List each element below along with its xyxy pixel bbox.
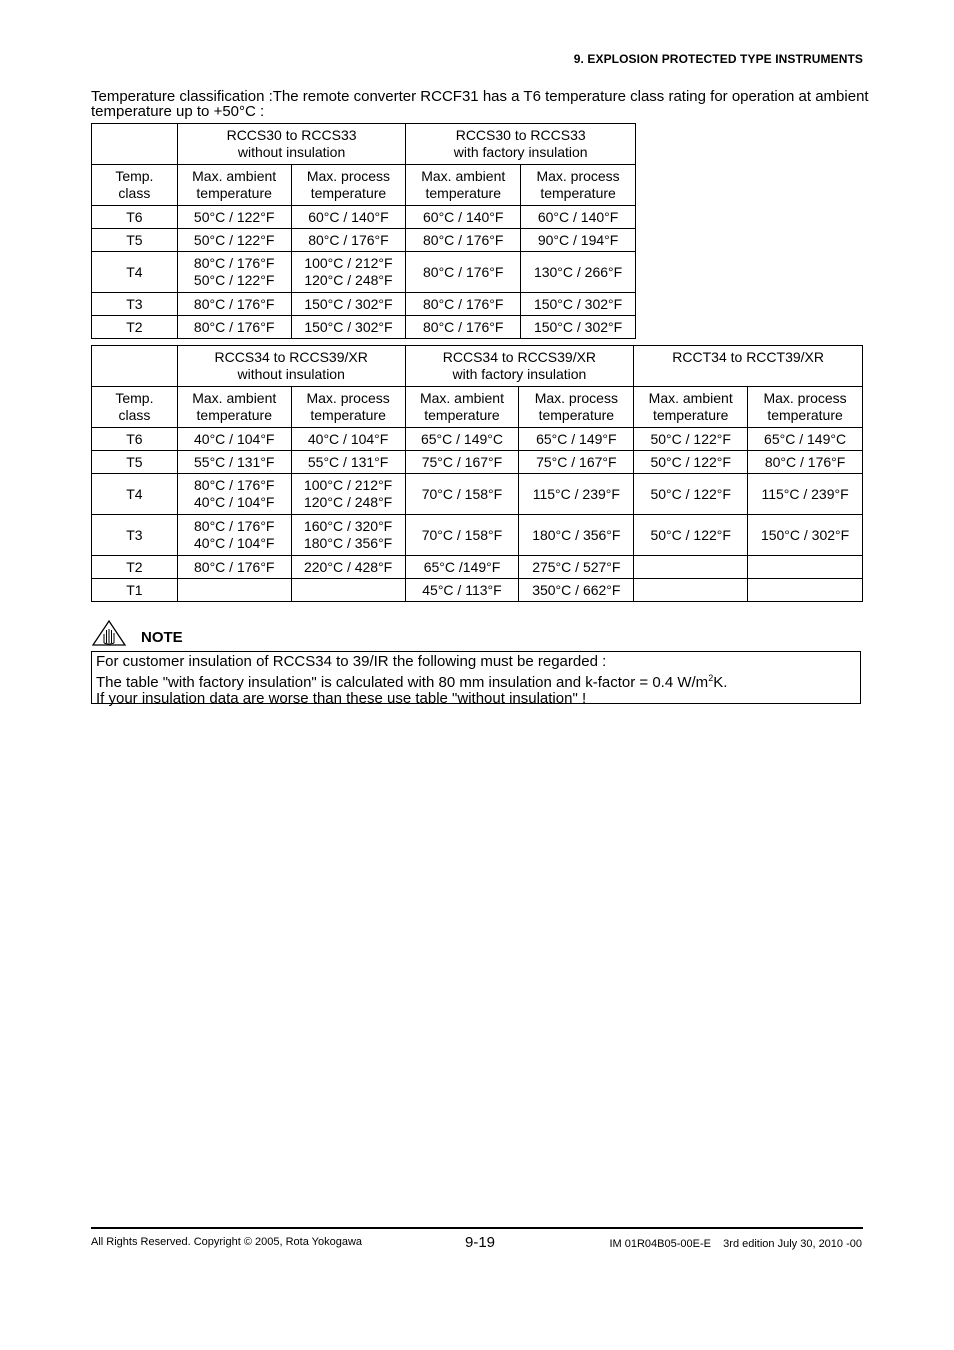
- hand-warning-icon: [91, 619, 127, 652]
- temperature-value: 50°C / 122°F: [193, 231, 275, 248]
- temperature-cell: [177, 229, 291, 252]
- table-row: [92, 252, 636, 293]
- temp-class-cell: T5: [92, 451, 178, 474]
- table-row: [92, 451, 863, 474]
- temperature-value: 45°C / 113°F: [422, 581, 502, 598]
- max-process-header: Max. process temperature: [748, 387, 863, 428]
- temperature-value: 65°C / 149°F: [536, 430, 617, 447]
- note-line: For customer insulation of RCCS34 to 39/IR the following must be regarded :: [96, 653, 607, 670]
- group-header-cell: [177, 346, 405, 387]
- temperature-cell: [634, 579, 748, 602]
- table-body: [92, 428, 863, 602]
- temp-class-cell: T1: [92, 579, 178, 602]
- table-group-header-row: [92, 124, 636, 165]
- temperature-value: 65°C / 149°C: [420, 430, 503, 447]
- footer-copyright: All Rights Reserved. Copyright © 2005, Rota Yokogawa: [91, 1236, 363, 1248]
- temperature-value: 180°C / 356°F: [303, 535, 393, 551]
- temperature-cell: [291, 474, 405, 515]
- temperature-cell: [748, 579, 863, 602]
- temperature-value: 275°C / 527°F: [532, 558, 621, 575]
- table-row: [92, 206, 636, 229]
- temp-class-cell: T4: [92, 252, 178, 293]
- footer-document-id: IM 01R04B05-00E-E 3rd edition July 30, 2010 -00: [609, 1238, 862, 1250]
- temperature-cell: [177, 556, 291, 579]
- group-insulation-type: with factory insulation: [452, 366, 587, 382]
- temperature-cell: [519, 579, 634, 602]
- temperature-cell: [521, 252, 636, 293]
- temperature-cell: [291, 451, 405, 474]
- temperature-value: 150°C / 302°F: [533, 318, 623, 335]
- temperature-cell: [177, 451, 291, 474]
- table-row: [92, 293, 636, 316]
- note-line: If your insulation data are worse than these use table "without insulation" !: [96, 690, 587, 707]
- group-insulation-type: without insulation: [237, 366, 345, 382]
- temperature-cell: [748, 474, 863, 515]
- group-model-range: RCCS34 to RCCS39/XR: [442, 349, 597, 365]
- temperature-cell: [521, 293, 636, 316]
- temperature-value: 150°C / 302°F: [304, 295, 393, 312]
- temperature-cell: [405, 556, 519, 579]
- max-process-header: Max. process temperature: [291, 387, 405, 428]
- temperature-value: 350°C / 662°F: [532, 581, 621, 598]
- temperature-cell: [521, 229, 636, 252]
- temperature-value: 80°C / 176°F: [423, 295, 504, 312]
- temperature-value: 80°C / 176°F: [194, 558, 275, 575]
- temperature-value: 80°C / 176°F: [193, 318, 275, 335]
- table-corner-cell: [92, 124, 178, 165]
- temperature-value: 150°C / 302°F: [533, 295, 623, 312]
- max-ambient-header: Max. ambient temperature: [177, 165, 291, 206]
- temperature-value: 50°C / 122°F: [650, 430, 731, 447]
- table-row: [92, 229, 636, 252]
- temperature-value: 80°C / 176°F: [193, 295, 275, 312]
- temperature-cell: [405, 428, 519, 451]
- temperature-value: 75°C / 167°F: [536, 453, 617, 470]
- temperature-cell: [177, 206, 291, 229]
- footer-divider: [91, 1227, 863, 1229]
- temperature-value: 115°C / 239°F: [532, 485, 620, 502]
- temperature-cell: [177, 515, 291, 556]
- temperature-value: 130°C / 266°F: [533, 263, 623, 280]
- temperature-value: 100°C / 212°F: [303, 477, 393, 493]
- group-header-cell: [406, 124, 636, 165]
- group-insulation-type: without insulation: [237, 144, 346, 160]
- temperature-value: 180°C / 356°F: [532, 526, 621, 543]
- temperature-cell: [291, 252, 406, 293]
- temperature-cell: [748, 556, 863, 579]
- temperature-value: 80°C / 176°F: [423, 231, 504, 248]
- temperature-cell: [405, 579, 519, 602]
- temperature-value: 55°C / 131°F: [307, 453, 389, 470]
- temperature-cell: [177, 579, 291, 602]
- max-process-header: Max. process temperature: [519, 387, 634, 428]
- group-model-range: RCCS30 to RCCS33: [226, 127, 357, 143]
- temperature-cell: [291, 428, 405, 451]
- note-box: [91, 651, 861, 707]
- temperature-value: 70°C / 158°F: [421, 485, 503, 502]
- group-header-cell: [177, 124, 406, 165]
- temp-class-header: Temp. class: [92, 387, 178, 428]
- temperature-cell: [634, 428, 748, 451]
- temp-class-cell: T3: [92, 293, 178, 316]
- temperature-value: 75°C / 167°F: [421, 453, 503, 470]
- temperature-cell: [291, 229, 406, 252]
- table-row: [92, 515, 863, 556]
- temp-class-cell: T4: [92, 474, 178, 515]
- temperature-value: 50°C / 122°F: [650, 453, 731, 470]
- temperature-cell: [405, 474, 519, 515]
- section-header: 9. EXPLOSION PROTECTED TYPE INSTRUMENTS: [573, 52, 863, 66]
- temperature-cell: [177, 474, 291, 515]
- temperature-cell: [406, 316, 521, 339]
- group-model-range: RCCS34 to RCCS39/XR: [214, 349, 368, 365]
- temperature-value: 80°C / 176°F: [194, 518, 275, 534]
- temperature-value: 80°C / 176°F: [308, 231, 389, 248]
- page-number: 9-19: [465, 1234, 496, 1251]
- temperature-value: 150°C / 302°F: [760, 526, 850, 543]
- temperature-cell: [291, 206, 406, 229]
- table-column-header-row: [92, 387, 863, 428]
- temperature-cell: [634, 515, 748, 556]
- temperature-value: 100°C / 212°F: [304, 255, 393, 271]
- max-ambient-header: Max. ambient temperature: [177, 387, 291, 428]
- temperature-value: 70°C / 158°F: [421, 526, 503, 543]
- group-header-cell: [405, 346, 634, 387]
- temperature-value: 40°C / 104°F: [307, 430, 389, 447]
- temperature-table-rccs34-39: [91, 345, 863, 602]
- table-corner-cell: [92, 346, 178, 387]
- note-title: NOTE: [141, 629, 183, 646]
- temperature-cell: [521, 206, 636, 229]
- temperature-cell: [519, 474, 634, 515]
- temperature-value: 120°C / 248°F: [303, 494, 393, 510]
- group-header-cell: [634, 346, 863, 387]
- group-model-range: RCCS30 to RCCS33: [455, 127, 586, 143]
- temperature-cell: [519, 428, 634, 451]
- table-row: [92, 428, 863, 451]
- table-body: [92, 206, 636, 339]
- temperature-value: 80°C / 176°F: [764, 453, 846, 470]
- temperature-cell: [177, 293, 291, 316]
- temperature-value: 65°C / 149°C: [764, 430, 847, 447]
- temperature-value: 220°C / 428°F: [303, 558, 393, 575]
- temperature-table-rccs30-33: [91, 123, 636, 339]
- temperature-value: 160°C / 320°F: [303, 518, 393, 534]
- group-insulation-type: with factory insulation: [453, 144, 588, 160]
- group-model-range: RCCT34 to RCCT39/XR: [672, 349, 824, 365]
- temperature-value: 80°C / 176°F: [423, 318, 504, 335]
- temp-class-cell: T2: [92, 316, 178, 339]
- temperature-cell: [406, 252, 521, 293]
- temperature-cell: [406, 206, 521, 229]
- temperature-value: 115°C / 239°F: [761, 485, 849, 502]
- temperature-cell: [634, 451, 748, 474]
- table-row: [92, 474, 863, 515]
- temperature-cell: [177, 428, 291, 451]
- max-ambient-header: Max. ambient temperature: [405, 387, 519, 428]
- temp-class-cell: T2: [92, 556, 178, 579]
- temperature-cell: [291, 556, 405, 579]
- max-process-header: Max. process temperature: [521, 165, 636, 206]
- temp-class-header: Temp. class: [92, 165, 178, 206]
- temperature-value: 40°C / 104°F: [194, 535, 275, 551]
- temp-class-cell: T3: [92, 515, 178, 556]
- max-process-header: Max. process temperature: [291, 165, 406, 206]
- temperature-cell: [521, 316, 636, 339]
- temperature-cell: [519, 556, 634, 579]
- temperature-value: 40°C / 104°F: [194, 494, 275, 510]
- temperature-cell: [291, 515, 405, 556]
- temperature-cell: [177, 252, 291, 293]
- temperature-value: 50°C / 122°F: [650, 526, 731, 543]
- temperature-value: 80°C / 176°F: [423, 263, 504, 280]
- temperature-cell: [405, 451, 519, 474]
- table-column-header-row: [92, 165, 636, 206]
- intro-paragraph: Temperature classification :The remote converter RCCF31 has a T6 temperature class rating for operation at ambient temperature up to +50°C :: [91, 88, 869, 120]
- temperature-cell: [748, 428, 863, 451]
- temperature-value: 120°C / 248°F: [304, 272, 393, 288]
- temperature-cell: [406, 229, 521, 252]
- table-group-header-row: [92, 346, 863, 387]
- temp-class-cell: T6: [92, 428, 178, 451]
- temperature-value: 80°C / 176°F: [193, 255, 275, 271]
- temperature-value: 60°C / 140°F: [537, 208, 619, 225]
- table-row: [92, 556, 863, 579]
- temp-class-cell: T5: [92, 229, 178, 252]
- temperature-value: 65°C /149°F: [423, 558, 501, 575]
- max-ambient-header: Max. ambient temperature: [634, 387, 748, 428]
- temperature-value: 80°C / 176°F: [194, 477, 275, 493]
- temperature-cell: [634, 556, 748, 579]
- temperature-cell: [519, 451, 634, 474]
- temperature-cell: [519, 515, 634, 556]
- temperature-cell: [291, 579, 405, 602]
- temperature-cell: [177, 316, 291, 339]
- temperature-cell: [291, 316, 406, 339]
- temperature-value: 50°C / 122°F: [193, 208, 275, 225]
- temperature-value: 50°C / 122°F: [650, 485, 731, 502]
- temperature-cell: [748, 451, 863, 474]
- temperature-value: 60°C / 140°F: [423, 208, 504, 225]
- temperature-cell: [748, 515, 863, 556]
- table-row: [92, 579, 863, 602]
- temperature-cell: [406, 293, 521, 316]
- temp-class-cell: T6: [92, 206, 178, 229]
- temperature-value: 55°C / 131°F: [194, 453, 275, 470]
- temperature-value: 50°C / 122°F: [193, 272, 275, 288]
- temperature-value: 90°C / 194°F: [537, 231, 619, 248]
- temperature-cell: [291, 293, 406, 316]
- max-ambient-header: Max. ambient temperature: [406, 165, 521, 206]
- table-row: [92, 316, 636, 339]
- note-line: The table "with factory insulation" is calculated with 80 mm insulation and k-factor = 0.4 $W/m^2K$.: [96, 673, 728, 691]
- temperature-value: 150°C / 302°F: [304, 318, 393, 335]
- temperature-value: 60°C / 140°F: [308, 208, 389, 225]
- temperature-cell: [405, 515, 519, 556]
- temperature-value: 40°C / 104°F: [194, 430, 275, 447]
- temperature-cell: [634, 474, 748, 515]
